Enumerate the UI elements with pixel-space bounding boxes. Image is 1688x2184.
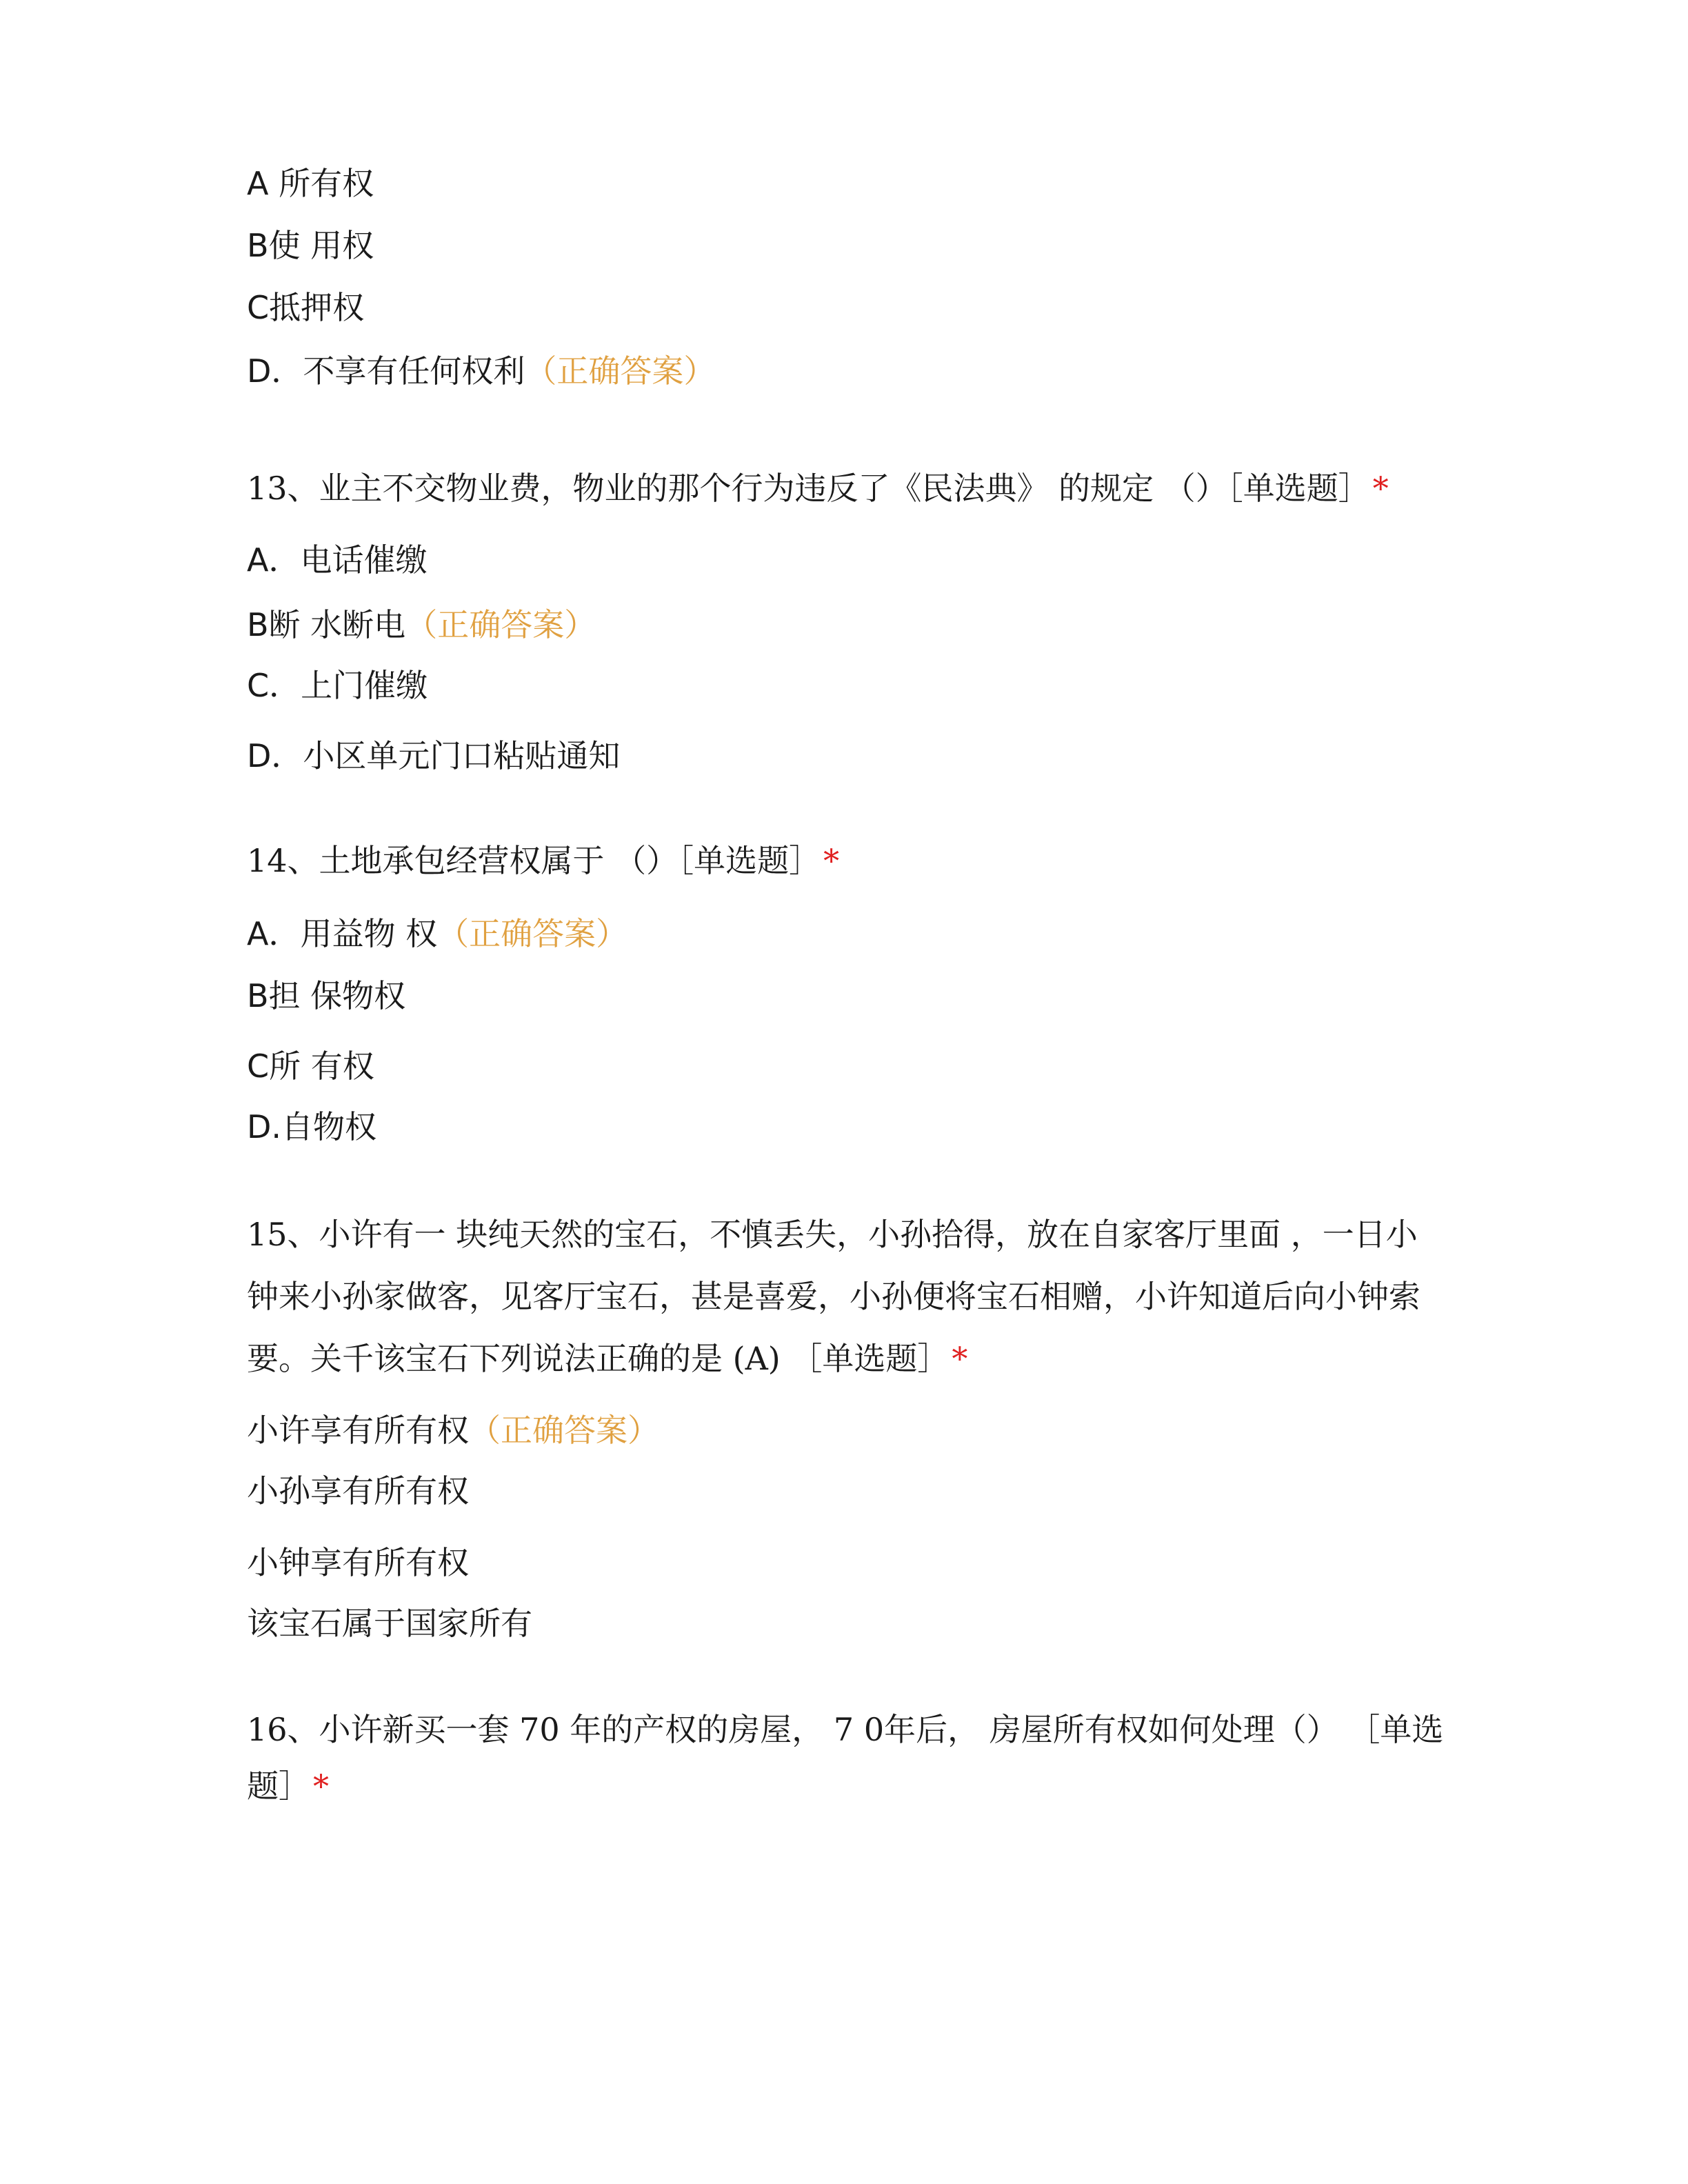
correct-answer-label: （正确答案） (405, 606, 596, 643)
q13-stem: 13、业主不交物业费，物业的那个行为违反了《民法典》 的规定 （）［单选题］* (247, 470, 1389, 507)
q12-option-d: D．不享有任何权利（正确答案） (247, 352, 716, 390)
required-star: * (1372, 470, 1389, 507)
q14-option-b: B担 保物权 (247, 977, 406, 1014)
q16-stem-line-1: 16、小许新买一套 70 年的产权的房屋， 7 0年后， 房屋所有权如何处理（） ［单选 (247, 1711, 1444, 1748)
required-star: * (952, 1340, 968, 1377)
required-star: * (313, 1767, 329, 1805)
q15-option-1: 小许享有所有权（正确答案） (247, 1412, 659, 1449)
q13-option-a: A．电话催缴 (247, 541, 428, 579)
correct-answer-label: （正确答案） (469, 1412, 659, 1449)
q13-option-c: C．上门催缴 (247, 667, 428, 704)
correct-answer-label: （正确答案） (437, 915, 628, 952)
q14-stem: 14、土地承包经营权属于 （）［单选题］* (247, 842, 840, 879)
q13-option-d: D．小区单元门口粘贴通知 (247, 737, 621, 774)
correct-answer-label: （正确答案） (525, 352, 716, 390)
q12-option-a: A 所有权 (247, 165, 374, 202)
q14-option-d: D.自物权 (247, 1108, 377, 1145)
q14-option-c: C所 有权 (247, 1048, 374, 1085)
q16-stem-line-2: 题］* (247, 1767, 329, 1805)
required-star: * (823, 842, 840, 879)
q15-stem-line-2: 钟来小孙家做客，见客厅宝石，甚是喜爱，小孙便将宝石相赠，小许知道后向小钟索 (247, 1278, 1420, 1315)
q15-stem-line-1: 15、小许有一 块纯天然的宝石，不慎丢失，小孙拾得，放在自家客厅里面 ，一日小 (247, 1216, 1418, 1253)
q13-option-b: B断 水断电（正确答案） (247, 606, 596, 643)
q12-option-c: C抵押权 (247, 289, 365, 326)
q12-option-b: B使 用权 (247, 227, 374, 264)
q15-stem-line-3: 要。关千该宝石下列说法正确的是 (A) ［单选题］* (247, 1340, 968, 1377)
q15-option-2: 小孙享有所有权 (247, 1472, 469, 1510)
q14-option-a: A．用益物 权（正确答案） (247, 915, 628, 952)
q15-option-4: 该宝石属于国家所有 (247, 1605, 532, 1642)
q15-option-3: 小钟享有所有权 (247, 1544, 469, 1581)
